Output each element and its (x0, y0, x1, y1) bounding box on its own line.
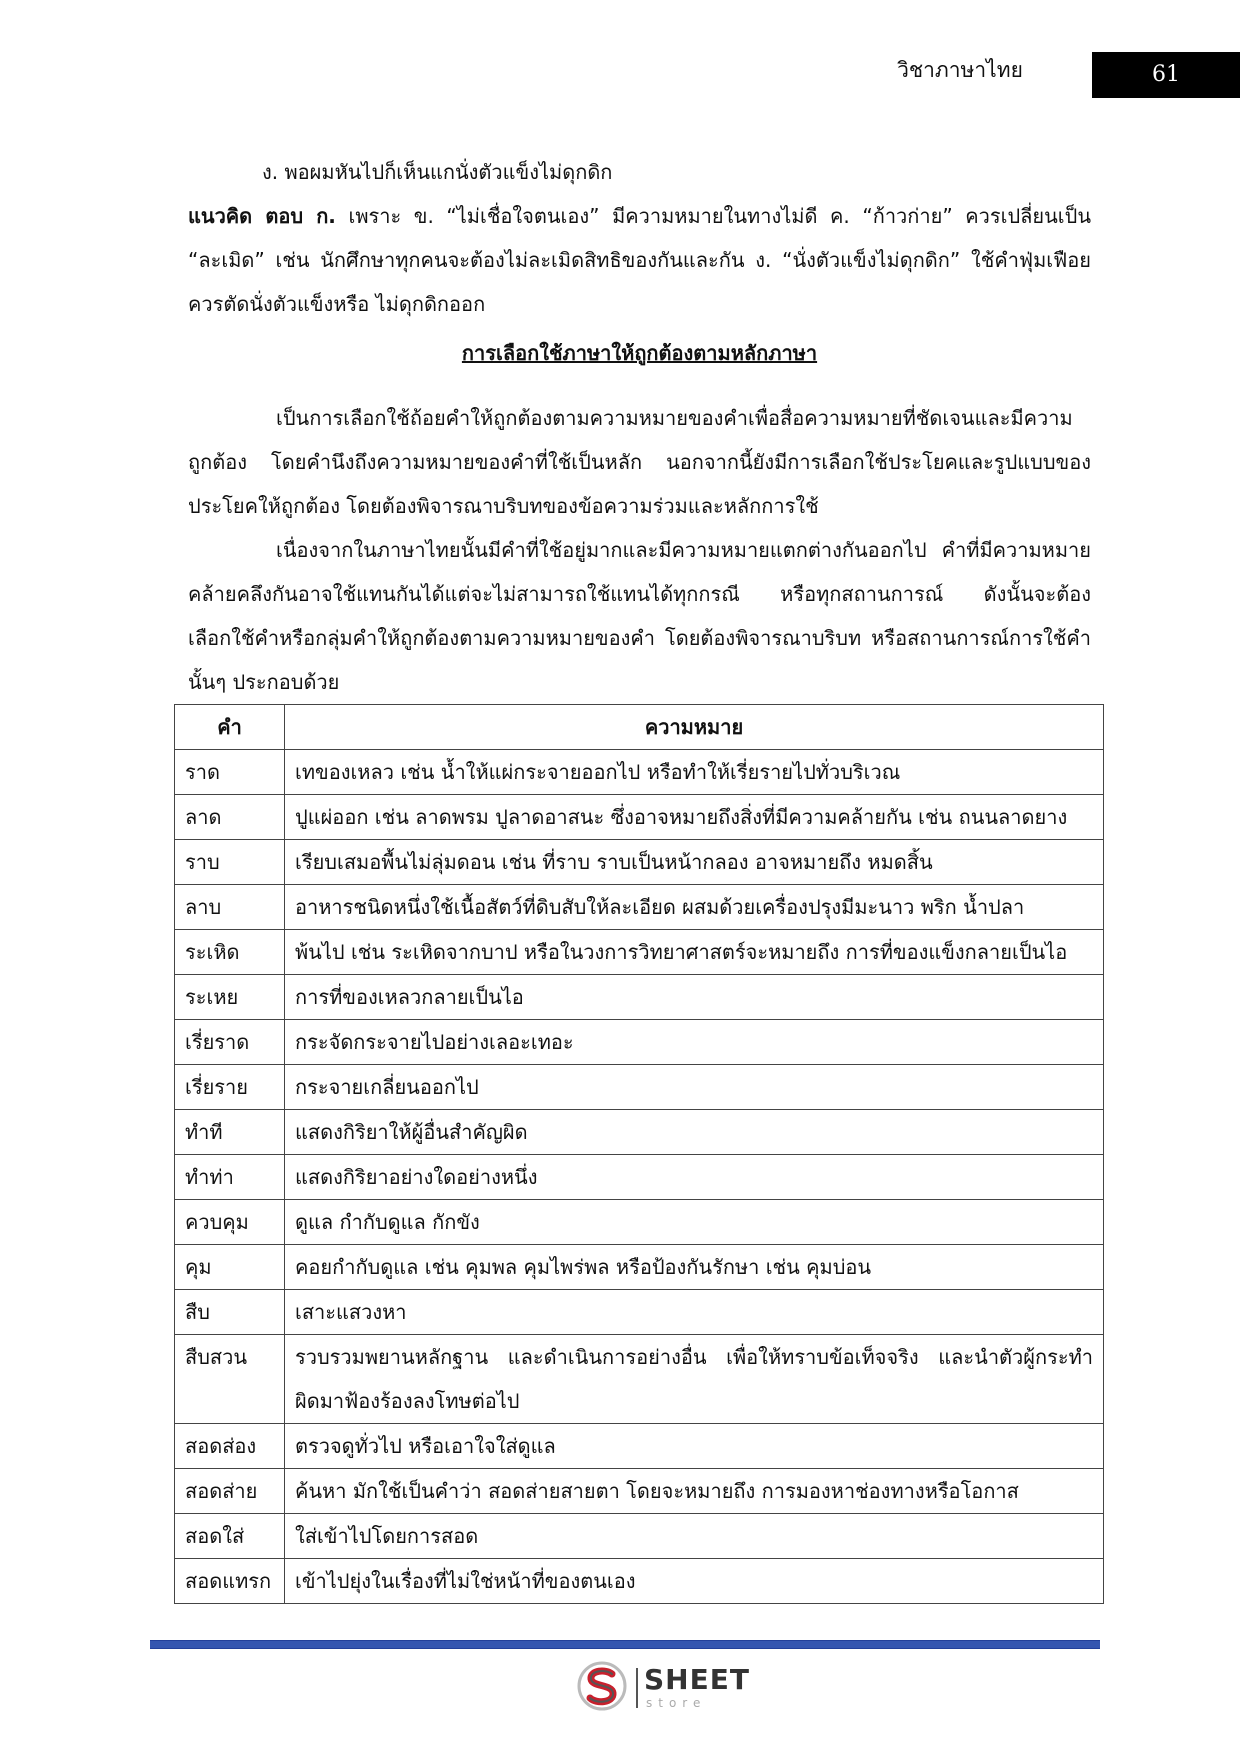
meaning-cell: แสดงกิริยาให้ผู้อื่นสำคัญผิด (285, 1110, 1104, 1155)
table-row (175, 975, 1104, 1020)
meaning-cell: เข้าไปยุ่งในเรื่องที่ไม่ใช่หน้าที่ของตนเอง (285, 1559, 1104, 1604)
footer-bar (150, 1640, 1100, 1649)
word-cell: ราบ (175, 840, 285, 885)
word-cell: ระเหิด (175, 930, 285, 975)
page-number: 61 (1092, 52, 1240, 98)
para2-line-2: คล้ายคลึงกันอาจใช้แทนกันได้แต่จะไม่สามารถใช้แทนได้ทุกกรณี หรือทุกสถานการณ์ ดังนั้นจะต้อง (188, 582, 1091, 606)
table-row (175, 1424, 1104, 1469)
meaning-cell (285, 1335, 1104, 1424)
word-cell: คุม (175, 1245, 285, 1290)
logo-brand: SHEET (644, 1663, 750, 1696)
table-row (175, 840, 1104, 885)
para2-line-1: เนื่องจากในภาษาไทยนั้นมีคำที่ใช้อยู่มากและมีความหมายแตกต่างกันออกไป คำที่มีความหมาย (276, 538, 1091, 562)
table-row (175, 795, 1104, 840)
word-cell: ลาบ (175, 885, 285, 930)
meaning-cell: พ้นไป เช่น ระเหิดจากบาป หรือในวงการวิทยาศาสตร์จะหมายถึง การที่ของแข็งกลายเป็นไอ (285, 930, 1104, 975)
answer-line-1 (188, 194, 1091, 238)
meaning-cell: กระจัดกระจายไปอย่างเลอะเทอะ (285, 1020, 1104, 1065)
meaning-cell: คอยกำกับดูแล เช่น คุมพล คุมไพร่พล หรือป้องกันรักษา เช่น คุมบ่อน (285, 1245, 1104, 1290)
table-row (175, 1469, 1104, 1514)
meaning-cell: ปูแผ่ออก เช่น ลาดพรม ปูลาดอาสนะ ซึ่งอาจหมายถึงสิ่งที่มีความคล้ายกัน เช่น ถนนลาดยาง (285, 795, 1104, 840)
table-header-row (175, 705, 1104, 750)
meaning-cell: แสดงกิริยาอย่างใดอย่างหนึ่ง (285, 1155, 1104, 1200)
section-heading: การเลือกใช้ภาษาให้ถูกต้องตามหลักภาษา (461, 341, 818, 365)
logo-separator (636, 1668, 638, 1708)
table-row (175, 1335, 1104, 1424)
answer-label: แนวคิด ตอบ ก. (188, 204, 336, 228)
header-subject: วิชาภาษาไทย (897, 58, 1023, 82)
option-d-line: ง. พอผมหันไปก็เห็นแกนั่งตัวแข็งไม่ดุกดิก (262, 160, 613, 184)
para1-line-3: ประโยคให้ถูกต้อง โดยต้องพิจารณาบริบทของข้อความร่วมและหลักการใช้ (188, 494, 819, 518)
table-row (175, 930, 1104, 975)
table-row (175, 1290, 1104, 1335)
meaning-cell: ดูแล กำกับดูแล กักขัง (285, 1200, 1104, 1245)
header-word: คำ (175, 705, 285, 750)
sheet-store-logo (576, 1660, 750, 1720)
word-cell: ลาด (175, 795, 285, 840)
para1-line-2: ถูกต้อง โดยคำนึงถึงความหมายของคำที่ใช้เป็นหลัก นอกจากนี้ยังมีการเลือกใช้ประโยคและรูปแบบของ (188, 450, 1091, 474)
para1-line-1: เป็นการเลือกใช้ถ้อยคำให้ถูกต้องตามความหมายของคำเพื่อสื่อความหมายที่ชัดเจนและมีความ (276, 406, 1073, 430)
word-cell: สืบ (175, 1290, 285, 1335)
meaning-cell: อาหารชนิดหนึ่งใช้เนื้อสัตว์ที่ดิบสับให้ละเอียด ผสมด้วยเครื่องปรุงมีมะนาว พริก น้ำปลา (285, 885, 1104, 930)
logo-brand-sub: store (646, 1696, 707, 1710)
word-cell: เรี่ยราด (175, 1020, 285, 1065)
word-cell: สอดส่อง (175, 1424, 285, 1469)
table-row (175, 1245, 1104, 1290)
meaning-cell: เรียบเสมอพื้นไม่ลุ่มดอน เช่น ที่ราบ ราบเป็นหน้ากลอง อาจหมายถึง หมดสิ้น (285, 840, 1104, 885)
word-cell: ควบคุม (175, 1200, 285, 1245)
page-content (188, 150, 1091, 704)
para2-line-4: นั้นๆ ประกอบด้วย (188, 670, 340, 694)
table-row (175, 1020, 1104, 1065)
meaning-cell: เทของเหลว เช่น น้ำให้แผ่กระจายออกไป หรือทำให้เรี่ยรายไปทั่วบริเวณ (285, 750, 1104, 795)
meaning-cell: กระจายเกลี่ยนออกไป (285, 1065, 1104, 1110)
table-row (175, 1200, 1104, 1245)
table-row (175, 1514, 1104, 1559)
answer-text: เพราะ ข. “ไม่เชื่อใจตนเอง” มีความหมายในทางไม่ดี ค. “ก้าวก่าย” ควรเปลี่ยนเป็น (335, 204, 1091, 228)
word-cell: เรี่ยราย (175, 1065, 285, 1110)
word-cell: สอดใส่ (175, 1514, 285, 1559)
word-cell: ทำท่า (175, 1155, 285, 1200)
table-row (175, 885, 1104, 930)
meaning-cell: ตรวจดูทั่วไป หรือเอาใจใส่ดูแล (285, 1424, 1104, 1469)
table-row (175, 1110, 1104, 1155)
table-row (175, 1065, 1104, 1110)
word-cell: สืบสวน (175, 1335, 285, 1424)
word-cell: สอดแทรก (175, 1559, 285, 1604)
word-cell: ระเหย (175, 975, 285, 1020)
para2-line-3: เลือกใช้คำหรือกลุ่มคำให้ถูกต้องตามความหมายของคำ โดยต้องพิจารณาบริบท หรือสถานการณ์การใช้คำ (188, 626, 1091, 650)
table-row (175, 1155, 1104, 1200)
sheet-logo-icon (576, 1660, 628, 1712)
word-cell: ทำที (175, 1110, 285, 1155)
answer-line-3: ควรตัดนั่งตัวแข็งหรือ ไม่ดุกดิกออก (188, 292, 486, 316)
meaning-cell: ใส่เข้าไปโดยการสอด (285, 1514, 1104, 1559)
table-row (175, 1559, 1104, 1604)
meaning-cell: ค้นหา มักใช้เป็นคำว่า สอดส่ายสายตา โดยจะหมายถึง การมองหาช่องทางหรือโอกาส (285, 1469, 1104, 1514)
meaning-cell: การที่ของเหลวกลายเป็นไอ (285, 975, 1104, 1020)
header-meaning: ความหมาย (285, 705, 1104, 750)
vocabulary-table (174, 704, 1104, 1604)
word-cell: ราด (175, 750, 285, 795)
meaning-line-1: รวบรวมพยานหลักฐาน และดำเนินการอย่างอื่น เพื่อให้ทราบข้อเท็จจริง และนำตัวผู้กระทำ (295, 1345, 1093, 1369)
meaning-cell: เสาะแสวงหา (285, 1290, 1104, 1335)
meaning-line-2: ผิดมาฟ้องร้องลงโทษต่อไป (295, 1389, 520, 1413)
table-row (175, 750, 1104, 795)
word-cell: สอดส่าย (175, 1469, 285, 1514)
answer-line-2: “ละเมิด” เช่น นักศึกษาทุกคนจะต้องไม่ละเมิดสิทธิของกันและกัน ง. “นั่งตัวแข็งไม่ดุกดิก” ใช้คำฟุ่มเฟือย (188, 248, 1091, 272)
